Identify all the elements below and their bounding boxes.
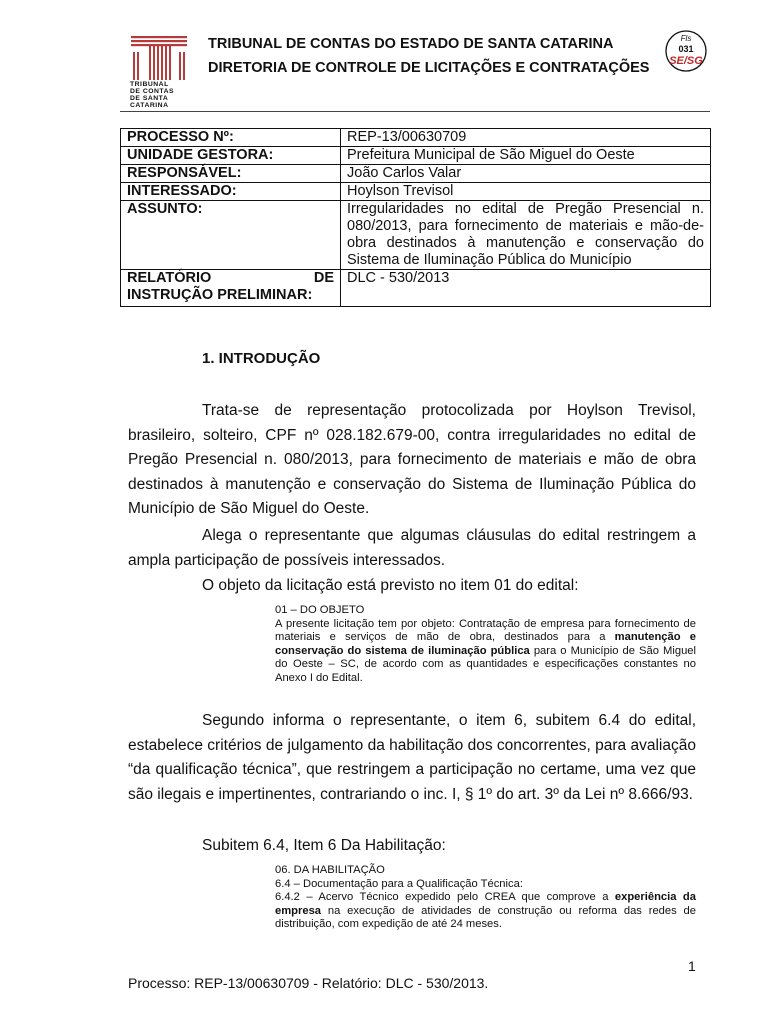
paragraph: O objeto da licitação está previsto no item 01 do edital: <box>202 577 579 594</box>
process-info-table <box>120 128 711 307</box>
stamp-label: Fls <box>680 34 692 43</box>
stamp-number: 031 <box>678 44 694 54</box>
header-divider <box>120 111 710 112</box>
paragraph: Alega o representante que algumas cláusulas do edital restringem a ampla participação de possíveis interessados. <box>128 527 696 569</box>
header-title: TRIBUNAL DE CONTAS DO ESTADO DE SANTA CATARINA <box>208 36 614 52</box>
edital-quote-object <box>275 604 696 685</box>
table-row <box>121 270 711 307</box>
row-key <box>121 270 341 307</box>
row-value: REP-13/00630709 <box>341 129 711 147</box>
table-row <box>121 183 711 201</box>
paragraph: Trata-se de representação protocolizada por Hoylson Trevisol, brasileiro, solteiro, CPF nº 028.182.679-00, contra irregularidades no edital de Pregão Presencial n. 080/2013, para fornecimento de materiais e mão de obra destinados à manutenção e conservação do Sistema de Iluminação Pública do Município de São Miguel do Oeste. <box>128 402 696 517</box>
row-value: DLC - 530/2013 <box>341 270 711 307</box>
page-number: 1 <box>688 958 696 974</box>
logo-text-line: DE SANTA <box>130 95 169 102</box>
stamp-code: SE/SG <box>669 55 703 67</box>
row-key-word: DE <box>313 270 334 286</box>
row-key: RESPONSÁVEL: <box>121 165 341 183</box>
logo-text-line: DE CONTAS <box>130 88 175 95</box>
quote-text <box>275 618 696 686</box>
quote-text-bold: manutenção e conservação do sistema de iluminação pública <box>275 631 696 657</box>
table-row <box>121 201 711 270</box>
quote-text-part: na execução de atividades de construção ou reforma das redes de distribuição, com expedição de até 24 meses. <box>275 904 696 930</box>
row-key: ASSUNTO: <box>121 201 341 270</box>
quote-title: 01 – DO OBJETO <box>275 604 365 616</box>
logo-text-line: TRIBUNAL <box>130 81 169 88</box>
quote-line: 06. DA HABILITAÇÃO <box>275 864 385 876</box>
edital-quote-habilitacao <box>275 864 696 932</box>
quote-text-bold: experiência da empresa <box>275 891 696 917</box>
paragraph: Subitem 6.4, Item 6 Da Habilitação: <box>202 837 446 854</box>
section-heading: 1. INTRODUÇÃO <box>202 350 321 367</box>
quote-text <box>275 891 696 932</box>
row-key-line: INSTRUÇÃO PRELIMINAR: <box>127 287 313 303</box>
row-key: UNIDADE GESTORA: <box>121 147 341 165</box>
page-footer: Processo: REP-13/00630709 - Relatório: DLC - 530/2013. <box>128 975 489 991</box>
header-subtitle: DIRETORIA DE CONTROLE DE LICITAÇÕES E CONTRATAÇÕES <box>208 60 650 76</box>
quote-line: 6.4 – Documentação para a Qualificação Técnica: <box>275 877 523 890</box>
row-key: INTERESSADO: <box>121 183 341 201</box>
table-row <box>121 129 711 147</box>
logo-text-line: CATARINA <box>130 102 169 109</box>
row-key-word: RELATÓRIO <box>127 270 212 286</box>
paragraph: Segundo informa o representante, o item 6, subitem 6.4 do edital, estabelece critérios de julgamento da habilitação dos concorrentes, para avaliação “da qualificação técnica”, que restringem a participação no certame, uma vez que são ilegais e impertinentes, contrariando o inc. I, § 1º do art. 3º da Lei nº 8.666/93. <box>128 712 696 803</box>
page-stamp <box>664 29 708 73</box>
row-value: Hoylson Trevisol <box>341 183 711 201</box>
quote-text-part: para o Município de São Miguel do Oeste – SC, de acordo com as quantidades e especificações constantes no Anexo I do Edital. <box>275 644 696 684</box>
table-row <box>121 165 711 183</box>
quote-text-part: A presente licitação tem por objeto: Contratação de empresa para fornecimento de materiais e serviços de mão de obra, destinados para a <box>275 617 696 643</box>
row-key: PROCESSO Nº: <box>121 129 341 147</box>
table-row <box>121 147 711 165</box>
quote-text-part: 6.4.2 – Acervo Técnico expedido pelo CREA que comprove a <box>275 891 615 903</box>
row-value: Irregularidades no edital de Pregão Presencial n. 080/2013, para fornecimento de materiais e mão-de-obra destinados à manutenção e conservação do Sistema de Iluminação Pública do Município <box>341 201 711 270</box>
tce-logo <box>128 36 190 110</box>
row-value: Prefeitura Municipal de São Miguel do Oeste <box>341 147 711 165</box>
row-value: João Carlos Valar <box>341 165 711 183</box>
